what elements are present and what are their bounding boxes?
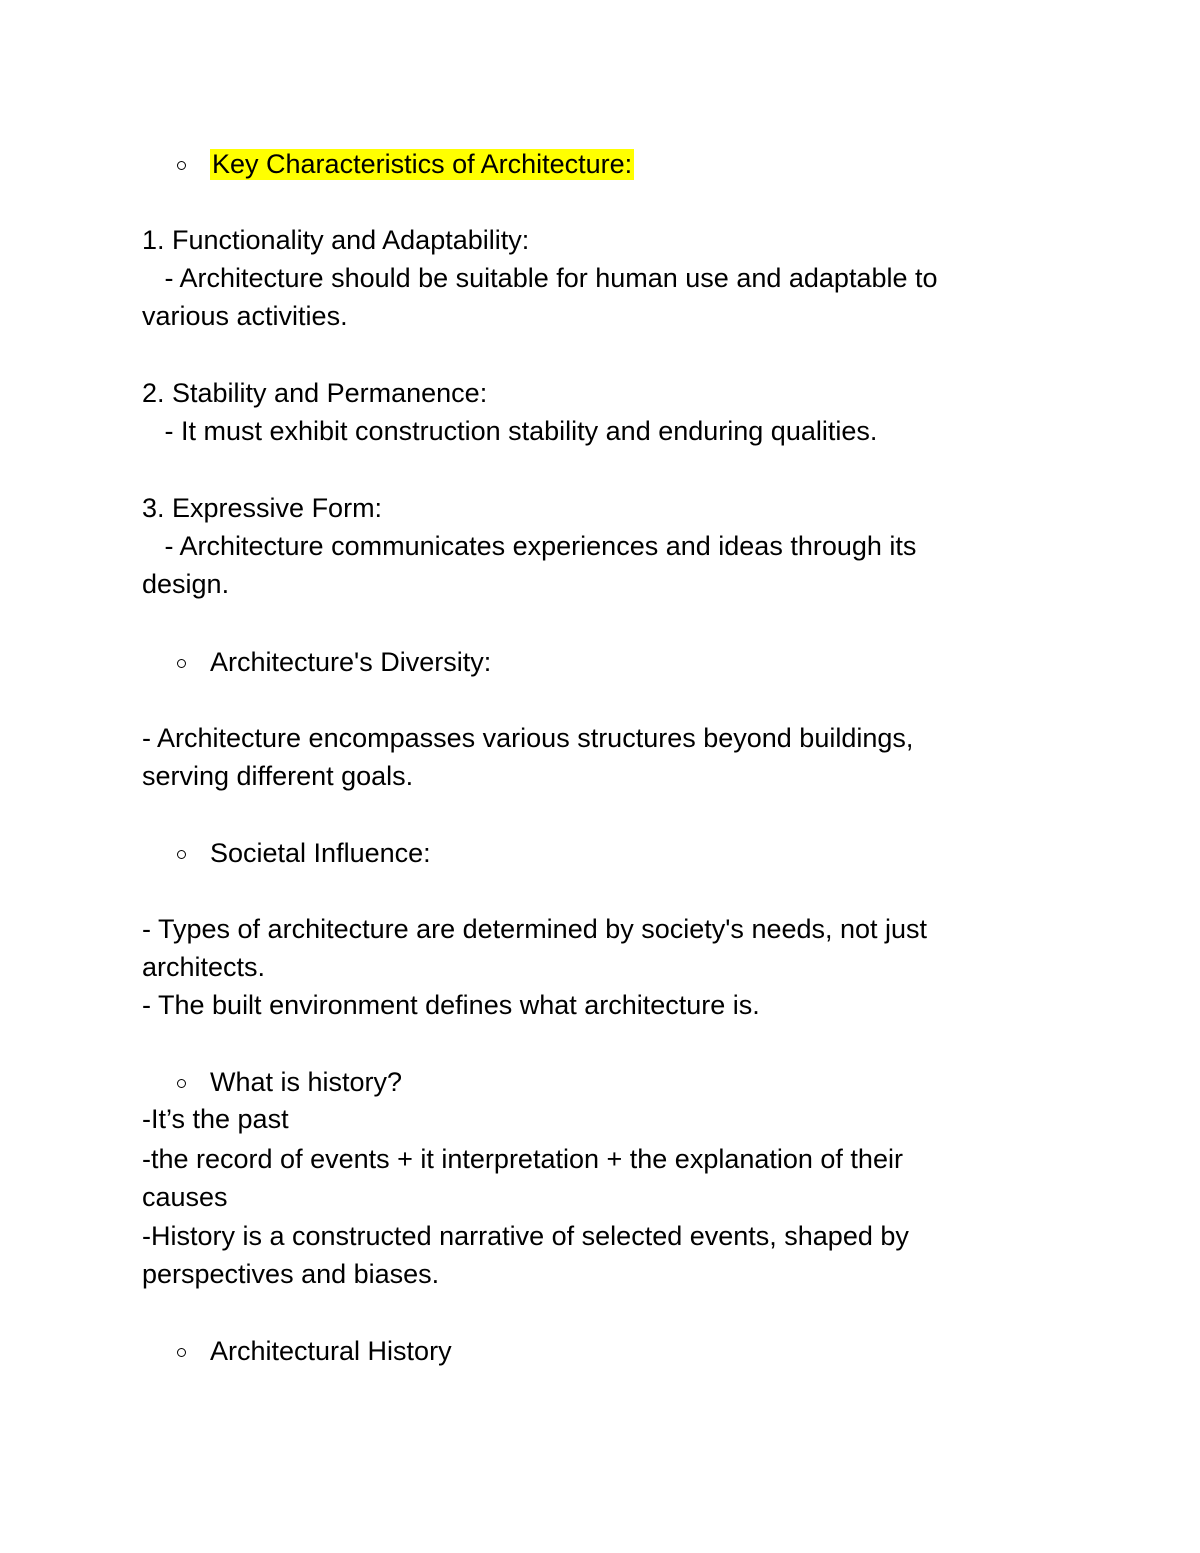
paragraph-line: -the record of events + it interpretation + the explanation of their: [142, 1144, 903, 1174]
paragraph-line: - Types of architecture are determined by society's needs, not just: [142, 914, 928, 944]
paragraph-line: - Architecture encompasses various structures beyond buildings,: [142, 723, 914, 753]
paragraph-line: causes: [142, 1182, 228, 1212]
hollow-circle-bullet-icon: [177, 1079, 186, 1088]
item-body-line: design.: [142, 569, 230, 599]
hollow-circle-bullet-icon: [177, 850, 186, 859]
paragraph-line: -It’s the past: [142, 1104, 289, 1134]
item-title-expressive-form: 3. Expressive Form:: [142, 493, 383, 523]
item-body-line: - Architecture communicates experiences and ideas through its: [142, 531, 917, 561]
paragraph-line: architects.: [142, 952, 266, 982]
heading-text: Architectural History: [210, 1335, 452, 1366]
item-body-line: various activities.: [142, 301, 348, 331]
item-body-line: - Architecture should be suitable for human use and adaptable to: [142, 263, 938, 293]
section-heading-architectural-history: [177, 1331, 452, 1371]
section-heading-diversity: [177, 642, 491, 682]
section-heading-history: [177, 1062, 402, 1102]
heading-text: Architecture's Diversity:: [210, 646, 492, 677]
hollow-circle-bullet-icon: [177, 659, 186, 668]
highlighted-heading-text: Key Characteristics of Architecture:: [212, 148, 633, 179]
item-body-line: - It must exhibit construction stability and enduring qualities.: [142, 416, 878, 446]
item-title-stability: 2. Stability and Permanence:: [142, 378, 488, 408]
section-heading-key-characteristics: [177, 144, 634, 184]
hollow-circle-bullet-icon: [177, 161, 186, 170]
section-heading-societal: [177, 833, 431, 873]
hollow-circle-bullet-icon: [177, 1348, 186, 1357]
paragraph-line: - The built environment defines what architecture is.: [142, 990, 760, 1020]
heading-text: What is history?: [210, 1066, 403, 1097]
item-title-functionality: 1. Functionality and Adaptability:: [142, 225, 530, 255]
heading-text: Societal Influence:: [210, 837, 431, 868]
paragraph-line: -History is a constructed narrative of selected events, shaped by: [142, 1221, 909, 1251]
paragraph-line: perspectives and biases.: [142, 1259, 440, 1289]
paragraph-line: serving different goals.: [142, 761, 414, 791]
